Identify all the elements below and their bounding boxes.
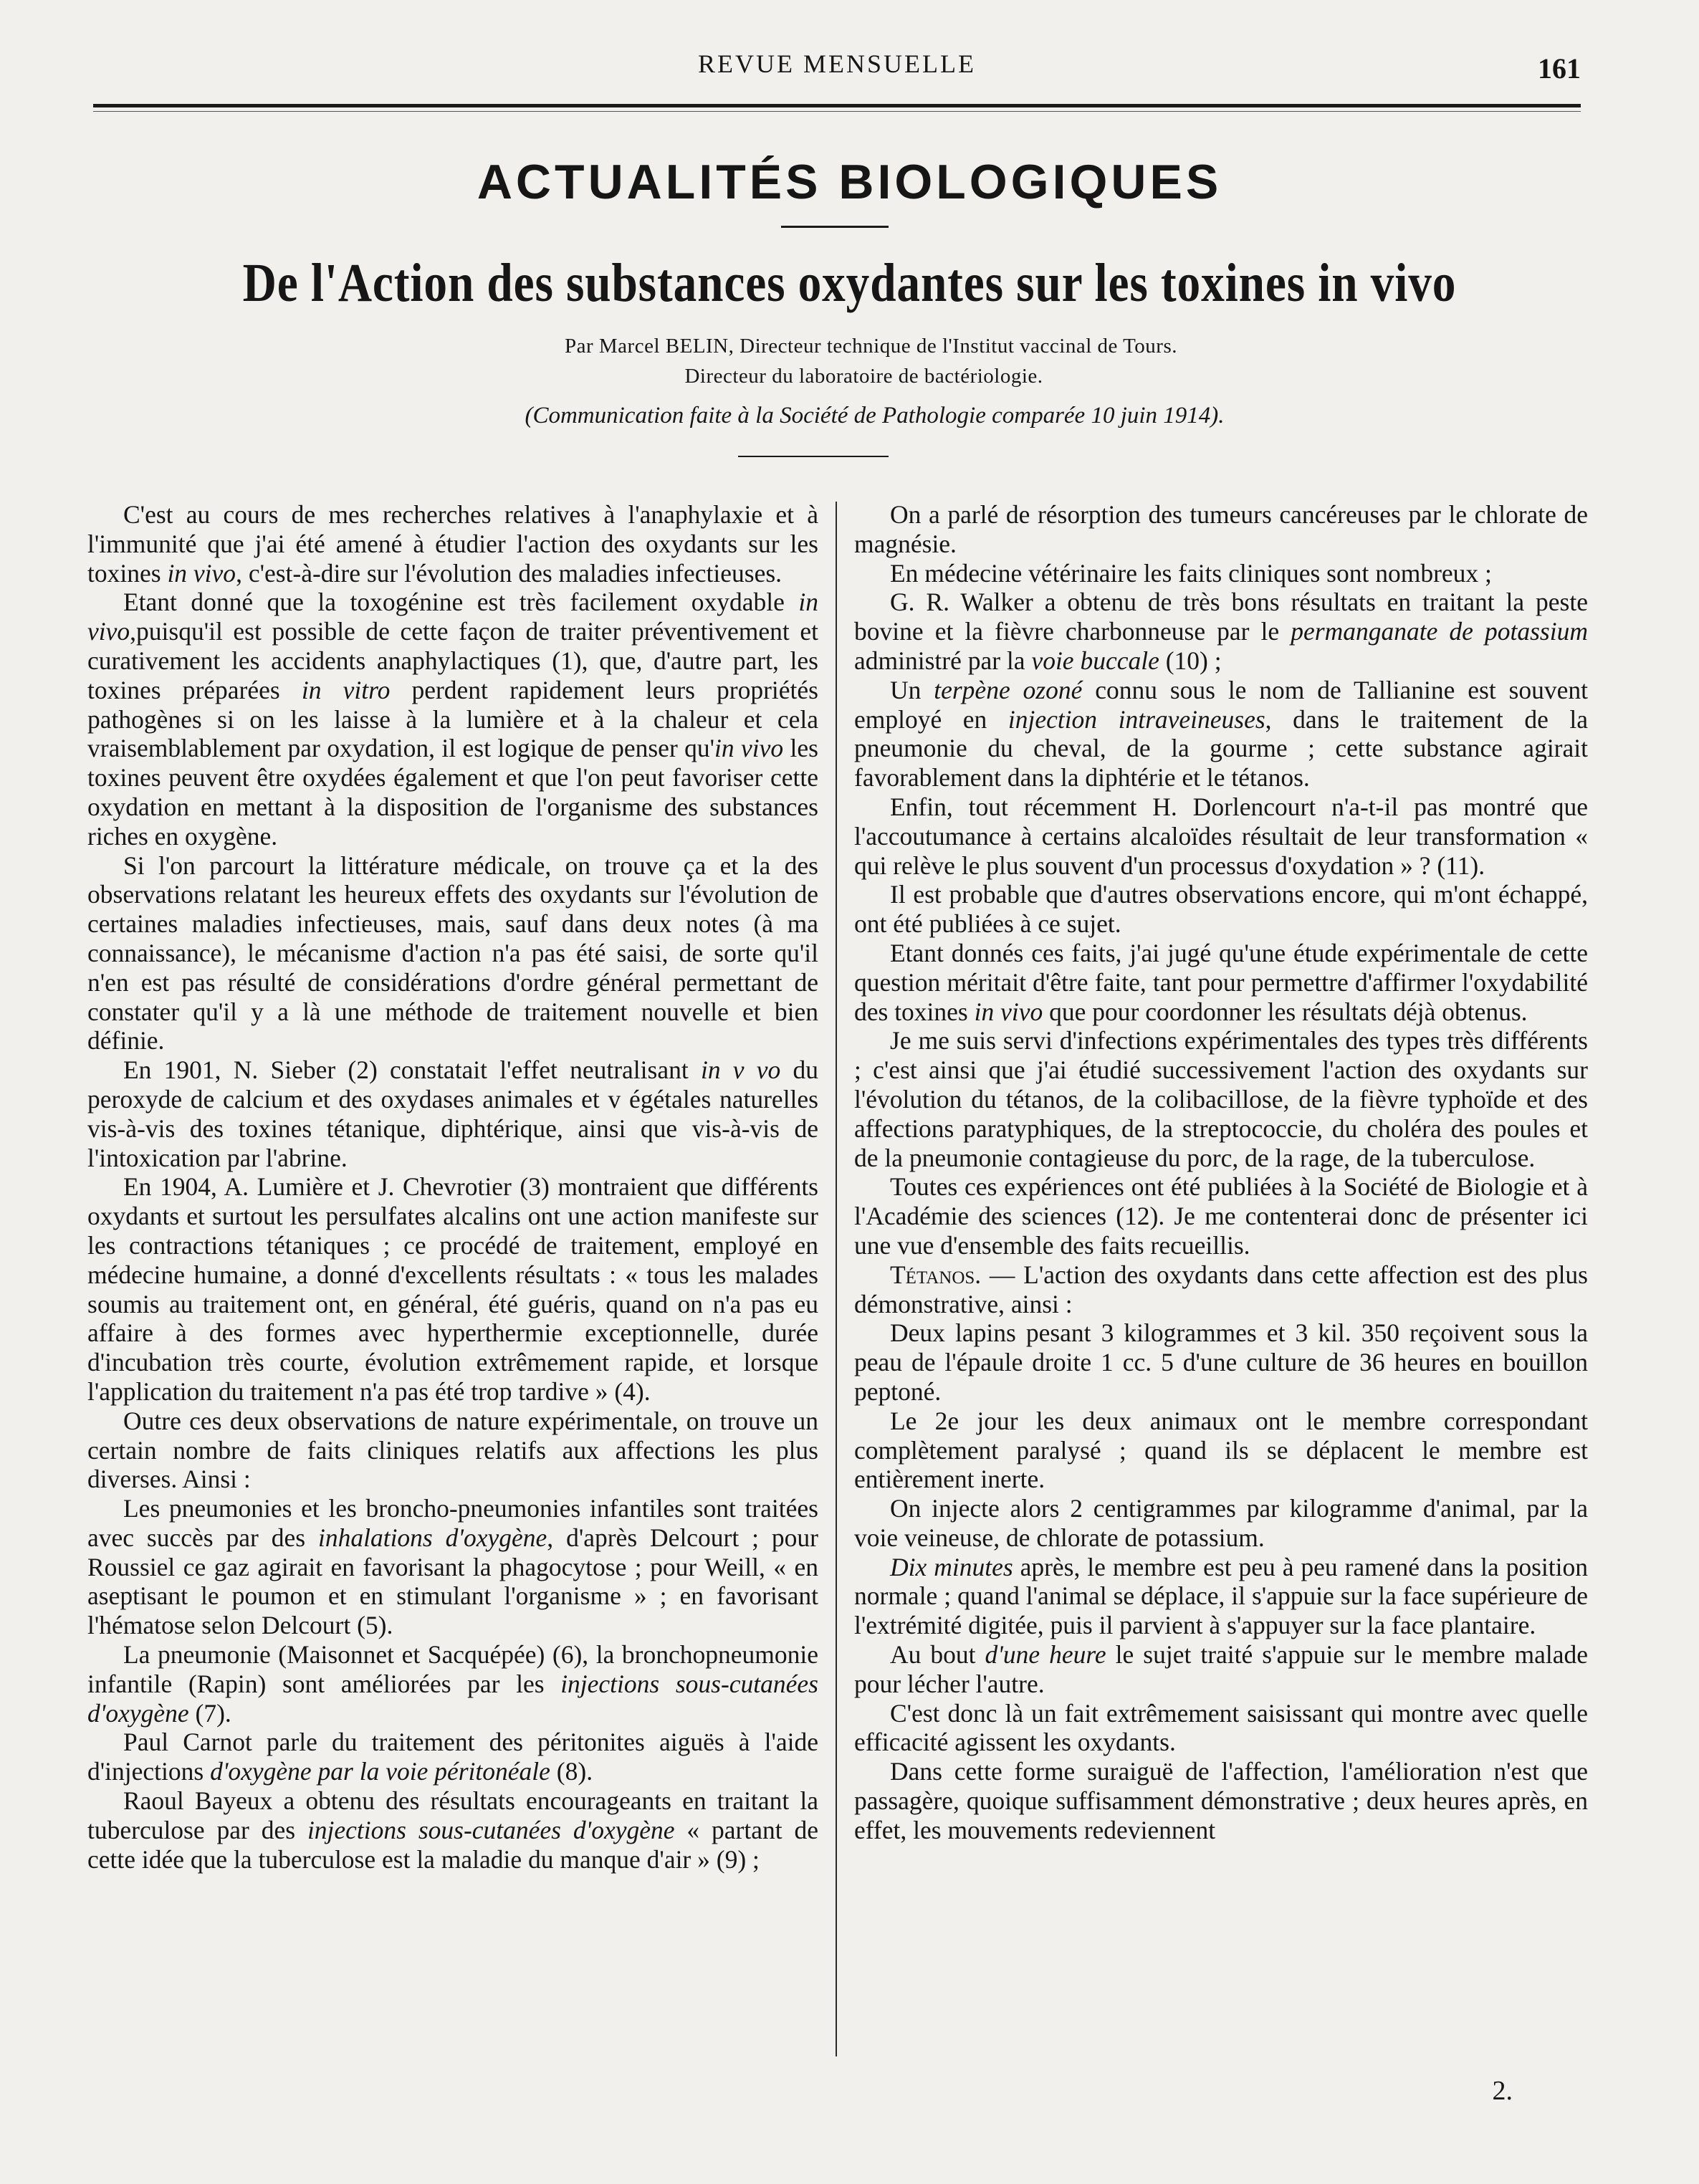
text-run: Le 2e jour les deux animaux ont le membre correspondant complètement paralysé ; quand ils se déplacent le membre est entièrement inerte.	[854, 1406, 1588, 1494]
running-title: REVUE MENSUELLE	[698, 49, 976, 78]
paragraph	[87, 1728, 818, 1786]
text-run: , c'est-à-dire sur l'évolution des maladies infectieuses.	[236, 558, 783, 588]
paragraph	[87, 1172, 818, 1406]
text-run: voie buccale	[1031, 646, 1159, 675]
right-column	[854, 500, 1588, 1845]
title-separator	[781, 226, 889, 228]
paragraph	[87, 1494, 818, 1640]
header-rule-thin	[93, 111, 1581, 112]
text-run: que pour coordonner les résultats déjà obtenus.	[1043, 997, 1528, 1026]
paragraph	[87, 588, 818, 851]
text-run: in vivo	[87, 588, 818, 646]
text-run: Au bout	[890, 1640, 985, 1670]
text-run: C'est au cours de mes recherches relatives à l'anaphylaxie et à l'immunité que j'ai été amené à étudier l'action des oxydants sur les toxines	[87, 500, 818, 588]
text-run: Un	[890, 675, 934, 704]
paragraph	[87, 851, 818, 1056]
text-run: , dans le traitement de la pneumonie du cheval, de la gourme ; cette substance agirait favorablement dans la diphtérie et le tétanos.	[854, 704, 1588, 792]
text-run: après, le membre est peu à peu ramené dans la position normale ; quand l'animal se déplace, il s'appuie sur la face supérieure de l'extrémité digitée, puis il parvient à s'appuyer sur la face plantaire.	[854, 1552, 1588, 1640]
text-run: du peroxyde de calcium et des oxydases animales et v égétales naturelles vis-à-vis des toxines tétanique, diphtérique, ainsi que vis-à-vis de l'intoxication par l'abrine.	[87, 1055, 818, 1172]
paragraph	[854, 676, 1588, 792]
paragraph	[854, 1699, 1588, 1758]
paragraph	[854, 559, 1588, 588]
paragraph	[854, 1260, 1588, 1319]
text-run: injections sous-cutanées d'oxygène	[87, 1669, 818, 1728]
text-run: On injecte alors 2 centigrammes par kilogramme d'animal, par la voie veineuse, de chlorate de potassium.	[854, 1494, 1588, 1552]
paragraph	[854, 1757, 1588, 1844]
paragraph	[87, 500, 818, 588]
text-run: connu sous le nom de Tallianine est souvent employé en	[854, 675, 1588, 734]
signature-mark: 2.	[1492, 2076, 1513, 2106]
text-run: (8).	[550, 1757, 593, 1786]
text-run: injection intraveineuses	[1008, 704, 1265, 734]
header-rule	[93, 104, 1581, 107]
text-run: perdent rapidement leurs propriétés pathogènes si on les laisse à la lumière et à la chaleur et cela vraisemblablement par oxydation, il est logique de penser qu'	[87, 675, 818, 763]
text-run: En médecine vétérinaire les faits cliniques sont nombreux ;	[890, 558, 1492, 588]
text-run: terpène ozoné	[934, 675, 1083, 704]
column-divider	[836, 502, 837, 2056]
text-run: inhalations d'oxygène	[317, 1523, 547, 1552]
running-head	[93, 43, 1581, 86]
paragraph	[854, 1640, 1588, 1699]
section-title: ACTUALITÉS BIOLOGIQUES	[477, 155, 1222, 209]
text-run: d'une heure	[985, 1640, 1106, 1670]
text-run: permanganate de potassium	[1291, 617, 1588, 646]
text-run: , d'après Delcourt ; pour Roussiel ce gaz agirait en favorisant la phagocytose ; pour Weill, « en aseptisant le poumon et en stimulant l'organisme » ; en favorisant l'hématose selon Delcourt (5).	[87, 1523, 819, 1640]
article-title: De l'Action des substances oxydantes sur les toxines in vivo	[242, 253, 1457, 313]
text-run: Etant donné que la toxogénine est très facilement oxydable	[123, 588, 799, 617]
text-run: « partant de cette idée que la tuberculose est la maladie du manque d'air » (9) ;	[87, 1815, 818, 1874]
text-run: La pneumonie (Maisonnet et Sacquépée) (6), la bronchopneumonie infantile (Rapin) sont améliorées par les	[87, 1640, 818, 1698]
communication-note: (Communication faite à la Société de Pathologie comparée 10 juin 1914).	[525, 403, 1225, 428]
left-column	[87, 500, 818, 1874]
text-run: Je me suis servi d'infections expérimentales des types très différents ; c'est ainsi que j'ai étudié successivement l'action des oxydants sur l'évolution du tétanos, de la colibacillose, de la fièvre typhoïde et des affections paratyphiques, de la streptococcie, du choléra des poules et de la pneumonie contagieuse du porc, de la rage, de la tuberculose.	[854, 1026, 1588, 1172]
paragraph	[854, 1407, 1588, 1494]
text-run: (10) ;	[1159, 646, 1222, 675]
text-run: Si l'on parcourt la littérature médicale, on trouve ça et la des observations relatant les heureux effets des oxydants sur l'évolution de certaines maladies infectieuses, mais, sauf dans deux notes (à ma connaissance), le mécanisme d'action n'a pas été saisi, de sorte qu'il n'en est pas résulté de considérations d'ordre général permettant de constater qu'il y a là une méthode de traitement nouvelle et bien définie.	[87, 851, 818, 1055]
byline	[0, 331, 1699, 391]
paragraph	[87, 1055, 818, 1172]
text-run: les toxines peuvent être oxydées également et que l'on peut favoriser cette oxydation en mettant à la disposition de l'organisme des substances riches en oxygène.	[87, 734, 818, 851]
paragraph	[854, 1494, 1588, 1553]
text-run: Toutes ces expériences ont été publiées à la Société de Biologie et à l'Académie des sciences (12). Je me contenterai donc de présenter ici une vue d'ensemble des faits recueillis.	[854, 1172, 1588, 1260]
text-run: En 1901, N. Sieber (2) constatait l'effet neutralisant	[123, 1055, 701, 1085]
text-run: in v vo	[700, 1055, 781, 1085]
paragraph	[854, 880, 1588, 939]
text-run: — L'action des oxydants dans cette affection est des plus démonstrative, ainsi :	[854, 1260, 1588, 1318]
paragraph	[854, 792, 1588, 880]
paragraph	[87, 1407, 818, 1494]
text-run: administré par la	[854, 646, 1032, 675]
paragraph	[87, 1786, 818, 1874]
text-run: G. R. Walker a obtenu de très bons résultats en traitant la peste bovine et la fièvre charbonneuse par le	[854, 588, 1588, 646]
text-run: Raoul Bayeux a obtenu des résultats encourageants en traitant la tuberculose par des	[87, 1786, 818, 1844]
paragraph	[854, 939, 1588, 1026]
text-run: Deux lapins pesant 3 kilogrammes et 3 kil. 350 reçoivent sous la peau de l'épaule droite 1 cc. 5 d'une culture de 36 heures en bouillon peptoné.	[854, 1318, 1588, 1406]
text-run: Paul Carnot parle du traitement des péritonites aiguës à l'aide d'injections	[87, 1728, 818, 1786]
text-run: Outre ces deux observations de nature expérimentale, on trouve un certain nombre de faits cliniques relatifs aux affections les plus diverses. Ainsi :	[87, 1406, 818, 1494]
byline-author: Par Marcel BELIN, Directeur technique de l'Institut vaccinal de Tours.	[564, 335, 1177, 358]
paragraph	[87, 1640, 818, 1728]
text-run: in vivo	[714, 734, 784, 763]
paragraph	[854, 1026, 1588, 1172]
text-run: Il est probable que d'autres observations encore, qui m'ont échappé, ont été publiées à ce sujet.	[854, 880, 1588, 939]
text-run: (7).	[188, 1698, 231, 1728]
text-run: En 1904, A. Lumière et J. Chevrotier (3) montraient que différents oxydants et surtout les persulfates alcalins ont une action manifeste sur les contractions tétaniques ; ce procédé de traitement, employé en médecine humaine, a donné d'excellents résultats : « tous les malades soumis au traitement ont, en général, été guéris, quand on n'a pas eu affaire à des formes avec hyperthermie exceptionnelle, durée d'incubation très courte, évolution extrêmement rapide, et lorsque l'application du traitement n'a pas été trop tardive » (4).	[87, 1172, 818, 1406]
text-run: le sujet traité s'appuie sur le membre malade pour lécher l'autre.	[854, 1640, 1588, 1698]
paragraph	[854, 1318, 1588, 1406]
text-run: injections sous-cutanées d'oxygène	[307, 1815, 675, 1844]
text-run: C'est donc là un fait extrêmement saisissant qui montre avec quelle efficacité agissent les oxydants.	[854, 1698, 1588, 1757]
byline-separator	[738, 456, 889, 457]
text-run: Les pneumonies et les broncho-pneumonies infantiles sont traitées avec succès par des	[87, 1494, 818, 1552]
text-run: in vitro	[301, 675, 391, 704]
page-number: 161	[1538, 52, 1581, 85]
text-run: Etant donnés ces faits, j'ai jugé qu'une étude expérimentale de cette question méritait d'être faite, tant pour permettre d'affirmer l'oxydabilité des toxines	[854, 938, 1588, 1026]
text-run: ,puisqu'il est possible de cette façon de traiter préventivement et curativement les accidents anaphylactiques (1), que, d'autre part, les toxines préparées	[87, 617, 818, 704]
paragraph	[854, 588, 1588, 675]
text-run: Dans cette forme suraiguë de l'affection, l'amélioration n'est que passagère, quoique suffisamment démonstrative ; deux heures après, en effet, les mouvements redeviennent	[854, 1757, 1588, 1844]
text-run: in vivo	[974, 997, 1043, 1026]
text-run: d'oxygène par la voie péritonéale	[210, 1757, 550, 1786]
text-run: Dix minutes	[890, 1552, 1013, 1581]
text-run: Tétanos.	[890, 1260, 982, 1289]
paragraph	[854, 500, 1588, 559]
text-run: On a parlé de résorption des tumeurs cancéreuses par le chlorate de magnésie.	[854, 500, 1588, 558]
paragraph	[854, 1553, 1588, 1640]
text-run: Enfin, tout récemment H. Dorlencourt n'a-t-il pas montré que l'accoutumance à certains alcaloïdes résultait de leur transformation « qui relève le plus souvent d'un processus d'oxydation » ? (11).	[854, 792, 1588, 880]
byline-affiliation: Directeur du laboratoire de bactériologie.	[684, 365, 1043, 388]
paragraph	[854, 1172, 1588, 1260]
text-run: in vivo	[167, 558, 236, 588]
